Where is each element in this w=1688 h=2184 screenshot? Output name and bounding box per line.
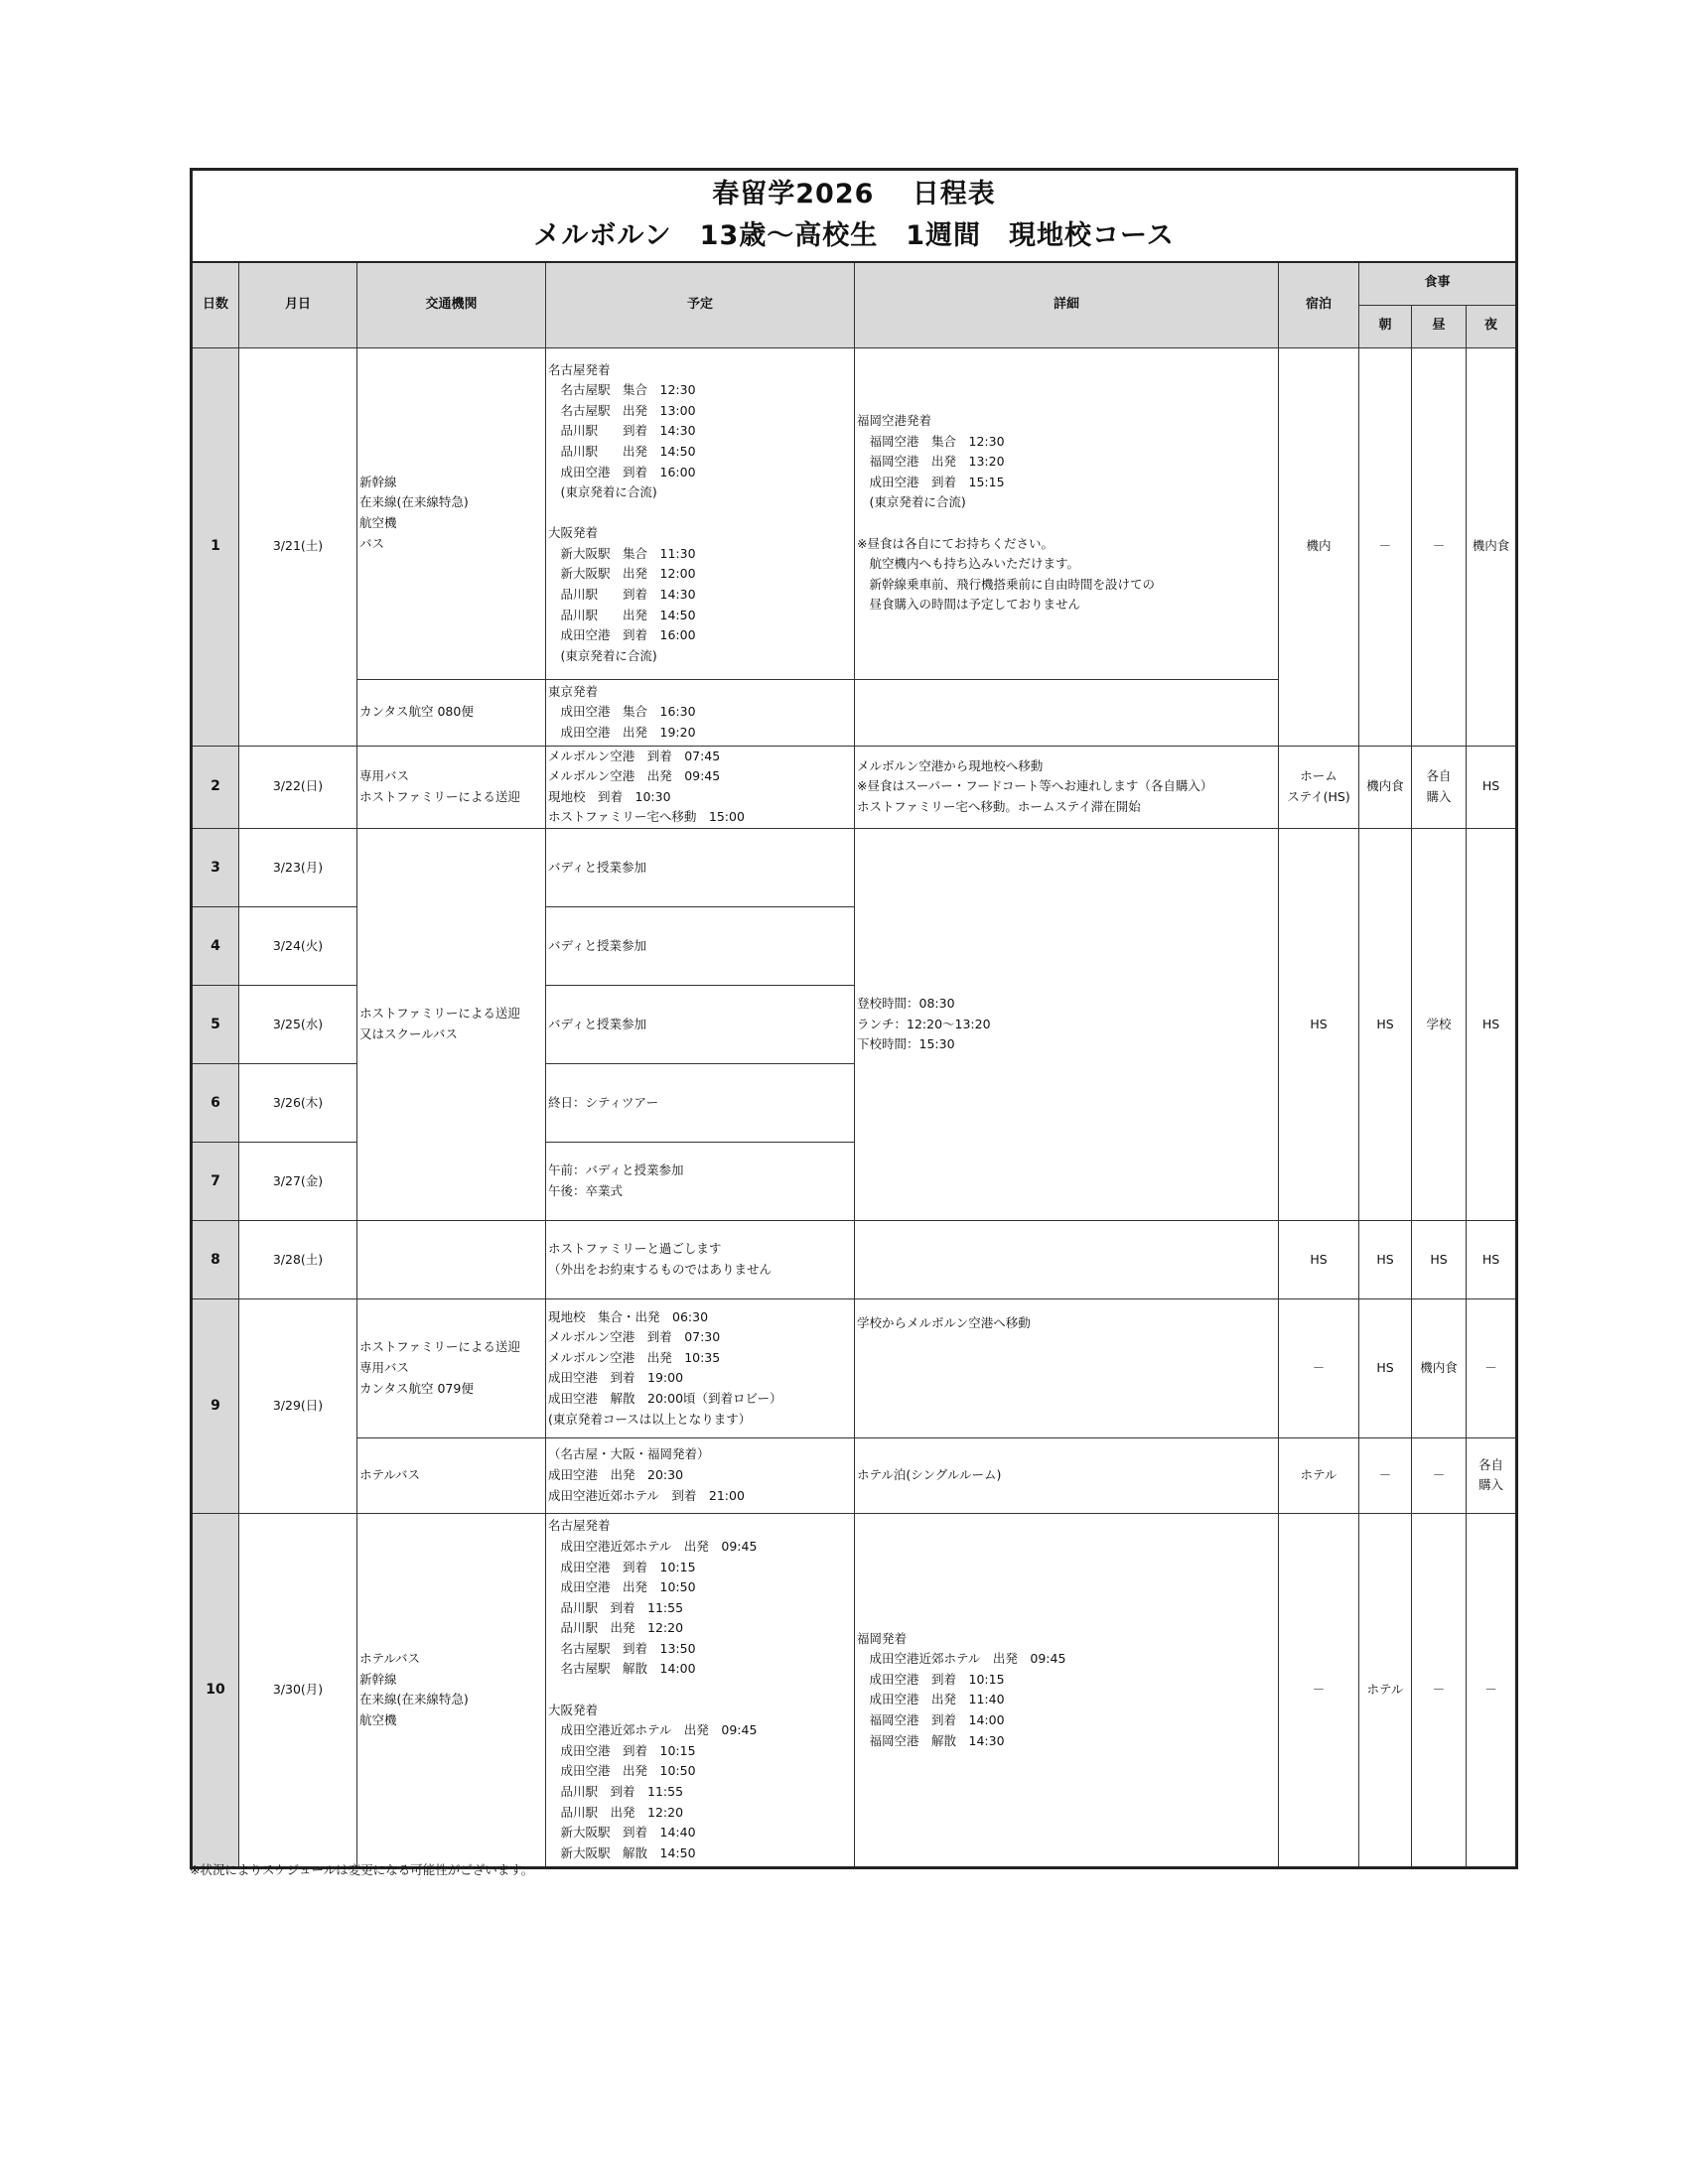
detail-cell: 福岡発着 成田空港近郊ホテル 出発 09:45 成田空港 到着 10:15 成田空港 出発 11:40 福岡空港 到着 14:00 福岡空港 解散 14:30 bbox=[855, 1513, 1279, 1867]
breakfast-cell: HS bbox=[1359, 1298, 1412, 1437]
header-breakfast: 朝 bbox=[1359, 305, 1412, 347]
date-cell: 3/22(日) bbox=[239, 746, 357, 828]
breakfast-cell: － bbox=[1359, 347, 1412, 746]
date-cell: 3/21(土) bbox=[239, 347, 357, 746]
day-number: 8 bbox=[192, 1220, 239, 1298]
dinner-cell: － bbox=[1467, 1298, 1517, 1437]
table-row bbox=[192, 1220, 1517, 1298]
header-day: 日数 bbox=[192, 262, 239, 347]
plan-cell: 午前：バディと授業参加 午後：卒業式 bbox=[546, 1142, 855, 1220]
plan-cell: ホストファミリーと過ごします （外出をお約束するものではありません bbox=[546, 1220, 855, 1298]
breakfast-cell: 機内食 bbox=[1359, 746, 1412, 828]
lunch-cell: － bbox=[1412, 347, 1467, 746]
day-number: 7 bbox=[192, 1142, 239, 1220]
schedule-sheet bbox=[190, 168, 1515, 1869]
day-number: 2 bbox=[192, 746, 239, 828]
date-cell: 3/25(水) bbox=[239, 985, 357, 1063]
dinner-cell: HS bbox=[1467, 1220, 1517, 1298]
schedule-table bbox=[190, 168, 1518, 1869]
footnote: ※状況によりスケジュールは変更になる可能性がございます。 bbox=[190, 1862, 534, 1877]
header-dinner: 夜 bbox=[1467, 305, 1517, 347]
transport-cell: ホテルバス 新幹線 在来線(在来線特急) 航空機 bbox=[357, 1513, 546, 1867]
stay-cell: ホテル bbox=[1279, 1437, 1359, 1513]
transport-cell: カンタス航空 080便 bbox=[357, 679, 546, 746]
dinner-cell: － bbox=[1467, 1513, 1517, 1867]
detail-cell bbox=[855, 1220, 1279, 1298]
lunch-cell: 機内食 bbox=[1412, 1298, 1467, 1437]
stay-cell: 機内 bbox=[1279, 347, 1359, 746]
plan-cell: （名古屋・大阪・福岡発着） 成田空港 出発 20:30 成田空港近郊ホテル 到着 21:00 bbox=[546, 1437, 855, 1513]
header-meals: 食事 bbox=[1359, 262, 1517, 305]
lunch-cell: 学校 bbox=[1412, 828, 1467, 1220]
plan-cell: 名古屋発着 成田空港近郊ホテル 出発 09:45 成田空港 到着 10:15 成田空港 出発 10:50 品川駅 到着 11:55 品川駅 出発 12:20 名古屋駅 到着 13:50 名古屋駅 解散 14:00 大阪発着 成田空港近郊ホテル 出発 09:45 成田空港 到着 10:15 成田空港 出発 10:50 品川駅 到着 11:55 品川駅 出発 12:20 新大阪駅 到着 14:40 新大阪駅 解散 14:50 bbox=[546, 1513, 855, 1867]
dinner-cell: 各自 購入 bbox=[1467, 1437, 1517, 1513]
header-stay: 宿泊 bbox=[1279, 262, 1359, 347]
day-number: 5 bbox=[192, 985, 239, 1063]
day-number: 9 bbox=[192, 1298, 239, 1513]
table-row bbox=[192, 746, 1517, 828]
plan-cell: 現地校 集合・出発 06:30 メルボルン空港 到着 07:30 メルボルン空港 出発 10:35 成田空港 到着 19:00 成田空港 解散 20:00頃（到着ロビー） (東京発着コースは以上となります） bbox=[546, 1298, 855, 1437]
table-row bbox=[192, 1513, 1517, 1867]
plan-cell: 終日：シティツアー bbox=[546, 1063, 855, 1142]
date-cell: 3/26(木) bbox=[239, 1063, 357, 1142]
stay-cell: － bbox=[1279, 1513, 1359, 1867]
lunch-cell: 各自 購入 bbox=[1412, 746, 1467, 828]
detail-cell: メルボルン空港から現地校へ移動 ※昼食はスーパー・フードコート等へお連れします（各自購入） ホストファミリー宅へ移動。ホームステイ滞在開始 bbox=[855, 746, 1279, 828]
stay-cell: HS bbox=[1279, 828, 1359, 1220]
header-detail: 詳細 bbox=[855, 262, 1279, 347]
plan-cell: バディと授業参加 bbox=[546, 985, 855, 1063]
lunch-cell: － bbox=[1412, 1437, 1467, 1513]
detail-cell bbox=[855, 679, 1279, 746]
plan-cell: 東京発着 成田空港 集合 16:30 成田空港 出発 19:20 bbox=[546, 679, 855, 746]
transport-cell: ホストファミリーによる送迎 専用バス カンタス航空 079便 bbox=[357, 1298, 546, 1437]
transport-cell: 新幹線 在来線(在来線特急) 航空機 バス bbox=[357, 347, 546, 679]
day-number: 6 bbox=[192, 1063, 239, 1142]
date-cell: 3/27(金) bbox=[239, 1142, 357, 1220]
transport-cell bbox=[357, 1220, 546, 1298]
day-number: 4 bbox=[192, 906, 239, 985]
detail-cell: 福岡空港発着 福岡空港 集合 12:30 福岡空港 出発 13:20 成田空港 到着 15:15 (東京発着に合流) ※昼食は各自にてお持ちください。 航空機内へも持ち込みいただけます。 新幹線乗車前、飛行機搭乗前に自由時間を設けての 昼食購入の時間は予定しておりません bbox=[855, 347, 1279, 679]
header-plan: 予定 bbox=[546, 262, 855, 347]
date-cell: 3/23(月) bbox=[239, 828, 357, 906]
stay-cell: － bbox=[1279, 1298, 1359, 1437]
day-number: 1 bbox=[192, 347, 239, 746]
detail-cell: 登校時間：08:30 ランチ：12:20～13:20 下校時間：15:30 bbox=[855, 828, 1279, 1220]
dinner-cell: 機内食 bbox=[1467, 347, 1517, 746]
breakfast-cell: HS bbox=[1359, 828, 1412, 1220]
breakfast-cell: ホテル bbox=[1359, 1513, 1412, 1867]
title-block bbox=[192, 170, 1517, 263]
breakfast-cell: － bbox=[1359, 1437, 1412, 1513]
stay-cell: ホーム ステイ(HS) bbox=[1279, 746, 1359, 828]
date-cell: 3/28(土) bbox=[239, 1220, 357, 1298]
transport-cell: 専用バス ホストファミリーによる送迎 bbox=[357, 746, 546, 828]
day-number: 10 bbox=[192, 1513, 239, 1867]
plan-cell: 名古屋発着 名古屋駅 集合 12:30 名古屋駅 出発 13:00 品川駅 到着 14:30 品川駅 出発 14:50 成田空港 到着 16:00 (東京発着に合流) 大阪発着 新大阪駅 集合 11:30 新大阪駅 出発 12:00 品川駅 到着 14:30 品川駅 出発 14:50 成田空港 到着 16:00 (東京発着に合流) bbox=[546, 347, 855, 679]
header-date: 月日 bbox=[239, 262, 357, 347]
header-lunch: 昼 bbox=[1412, 305, 1467, 347]
table-row bbox=[192, 1437, 1517, 1513]
transport-cell: ホテルバス bbox=[357, 1437, 546, 1513]
table-row bbox=[192, 828, 1517, 906]
date-cell: 3/29(日) bbox=[239, 1298, 357, 1513]
breakfast-cell: HS bbox=[1359, 1220, 1412, 1298]
plan-cell: メルボルン空港 到着 07:45 メルボルン空港 出発 09:45 現地校 到着 10:30 ホストファミリー宅へ移動 15:00 bbox=[546, 746, 855, 828]
detail-cell: ホテル泊(シングルルーム) bbox=[855, 1437, 1279, 1513]
lunch-cell: HS bbox=[1412, 1220, 1467, 1298]
page-title: 春留学2026 日程表 bbox=[712, 178, 996, 209]
detail-cell: 学校からメルボルン空港へ移動 bbox=[855, 1298, 1279, 1437]
transport-cell: ホストファミリーによる送迎 又はスクールバス bbox=[357, 828, 546, 1220]
table-row bbox=[192, 347, 1517, 679]
page-subtitle: メルボルン 13歳～高校生 1週間 現地校コース bbox=[533, 219, 1175, 251]
dinner-cell: HS bbox=[1467, 828, 1517, 1220]
header-transport: 交通機関 bbox=[357, 262, 546, 347]
stay-cell: HS bbox=[1279, 1220, 1359, 1298]
date-cell: 3/24(火) bbox=[239, 906, 357, 985]
lunch-cell: － bbox=[1412, 1513, 1467, 1867]
plan-cell: バディと授業参加 bbox=[546, 906, 855, 985]
plan-cell: バディと授業参加 bbox=[546, 828, 855, 906]
dinner-cell: HS bbox=[1467, 746, 1517, 828]
table-row bbox=[192, 1298, 1517, 1437]
date-cell: 3/30(月) bbox=[239, 1513, 357, 1867]
day-number: 3 bbox=[192, 828, 239, 906]
